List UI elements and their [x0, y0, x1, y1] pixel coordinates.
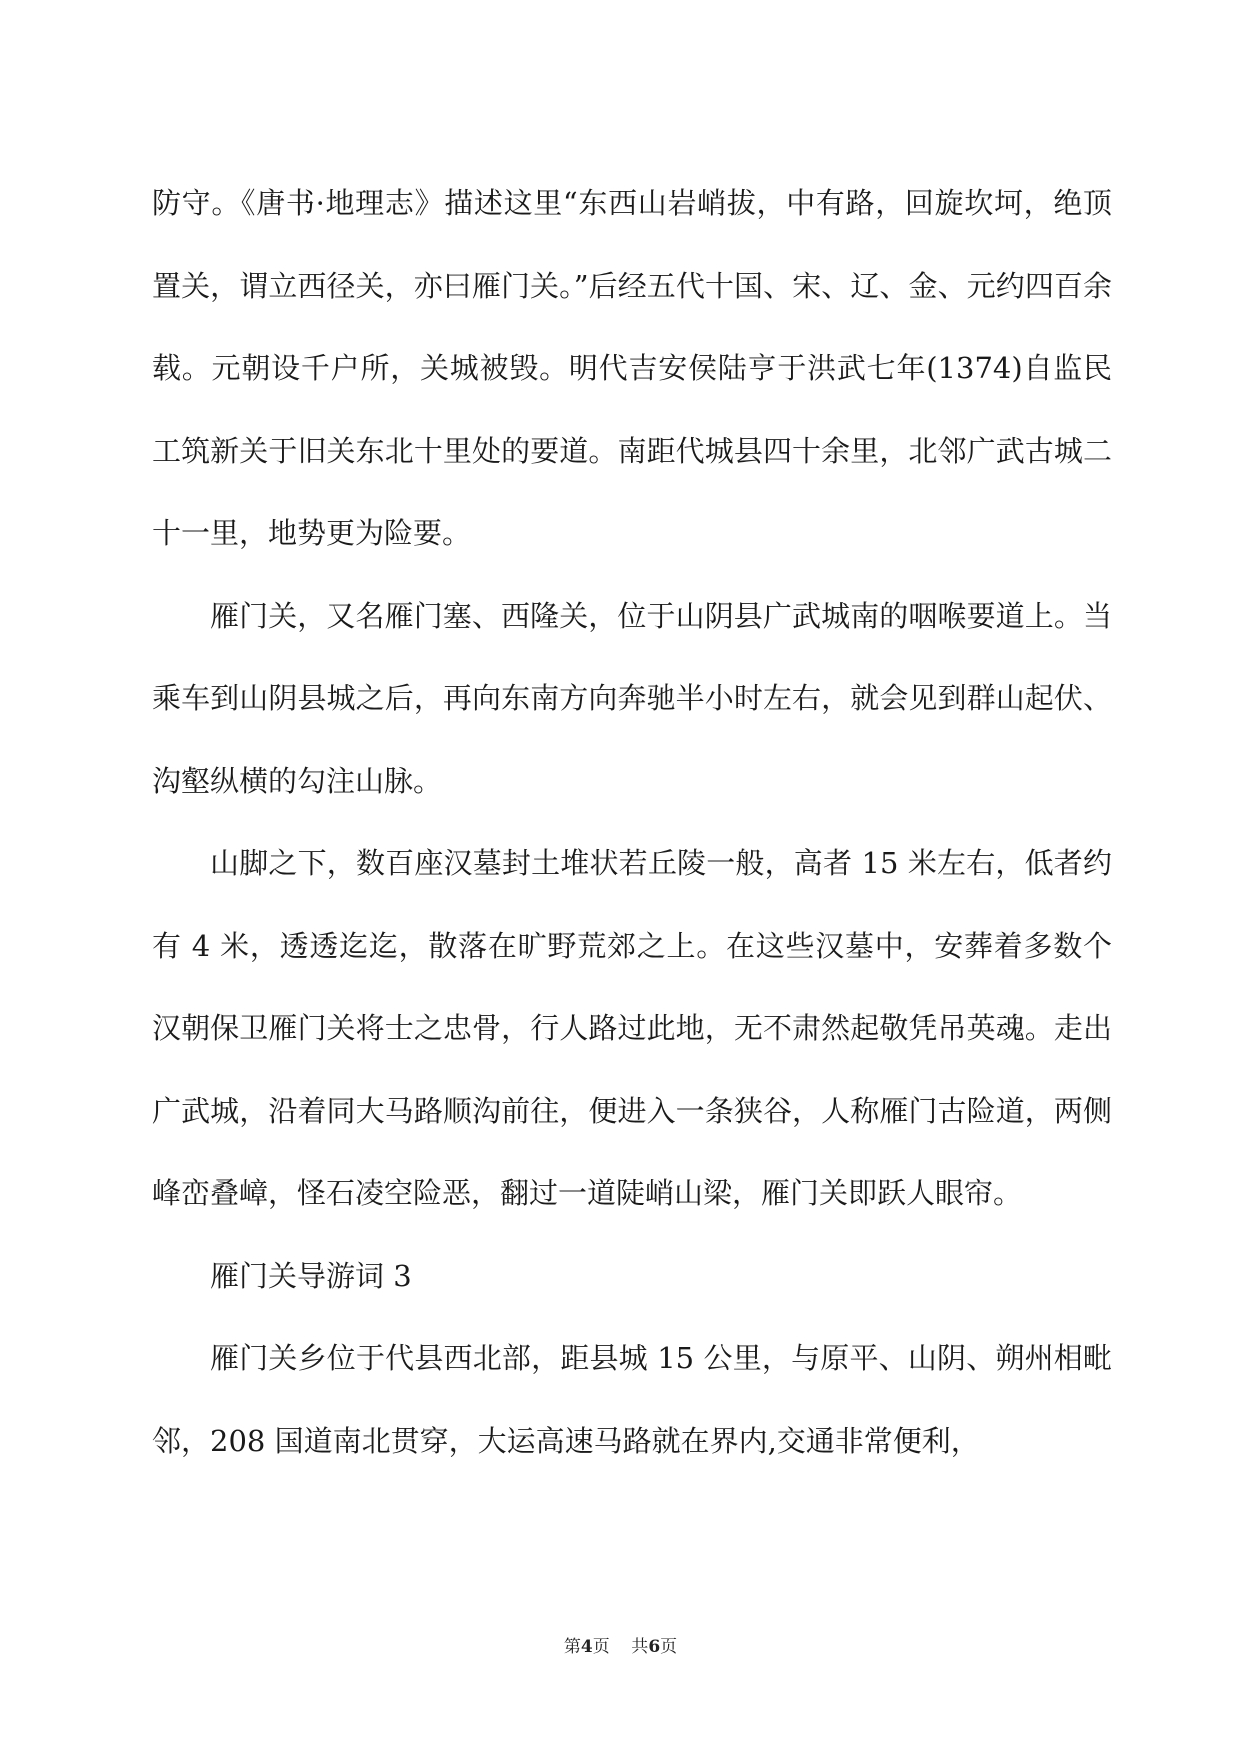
document-body: [152, 162, 1112, 1482]
page-footer: [0, 1632, 1241, 1657]
footer-prefix: 第: [563, 1637, 581, 1657]
paragraph-3: 山脚之下，数百座汉墓封土堆状若丘陵一般，高者 15 米左右，低者约有 4 米，透透迄迄，散落在旷野荒郊之上。在这些汉墓中，安葬着多数个汉朝保卫雁门关将士之忠骨，行人路过此地，无不肃然起敬凭吊英魂。走出广武城，沿着同大马路顺沟前往，便进入一条狭谷，人称雁门古险道，两侧峰峦叠嶂，怪石凌空险恶，翻过一道陡峭山梁，雁门关即跃人眼帘。: [152, 846, 1112, 1210]
footer-mid: 页 共: [592, 1637, 649, 1657]
footer-suffix: 页: [660, 1637, 678, 1657]
paragraph-1: 防守。《唐书·地理志》描述这里“东西山岩峭拔，中有路，回旋坎坷，绝顶置关，谓立西径关，亦曰雁门关。”后经五代十国、宋、辽、金、元约四百余载。元朝设千户所，关城被毁。明代吉安侯陆亨于洪武七年(1374)自监民工筑新关于旧关东北十里处的要道。南距代城县四十余里，北邻广武古城二十一里，地势更为险要。: [152, 186, 1112, 550]
section-heading: 雁门关导游词 3: [210, 1258, 412, 1293]
current-page-number: 4: [580, 1637, 593, 1657]
paragraph-5: 雁门关乡位于代县西北部，距县城 15 公里，与原平、山阴、朔州相毗邻，208 国道南北贯穿，大运高速马路就在界内,交通非常便利，: [152, 1341, 1112, 1458]
total-page-number: 6: [648, 1637, 661, 1657]
paragraph-2: 雁门关，又名雁门塞、西隆关，位于山阴县广武城南的咽喉要道上。当乘车到山阴县城之后，再向东南方向奔驰半小时左右，就会见到群山起伏、沟壑纵横的勾注山脉。: [152, 598, 1112, 798]
